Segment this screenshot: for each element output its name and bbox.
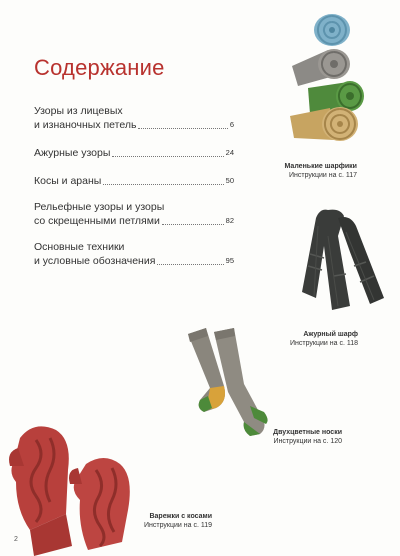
toc-entry[interactable] (34, 240, 234, 268)
caption-instructions: Инструкции на с. 120 (273, 438, 342, 445)
toc-entry[interactable] (34, 174, 234, 188)
toc-entry-last-line (34, 146, 234, 160)
page-title: Содержание (34, 54, 165, 80)
toc-entry-line: и изнаночных петель (34, 119, 137, 131)
toc-entry-line: Рельефные узоры и узоры (34, 201, 165, 213)
cable-mittens-photo (6, 418, 146, 556)
toc-leader-dots (112, 156, 223, 157)
lace-scarf-photo (294, 206, 390, 318)
caption-title: Двухцветные носки (273, 429, 342, 436)
caption-title: Маленькие шарфики (284, 163, 357, 170)
toc-entry-last-line (34, 254, 234, 268)
toc-page-number: 6 (229, 120, 234, 129)
blue-scarf-roll (314, 14, 350, 46)
rolled-scarves-photo (288, 6, 368, 146)
caption-lace-scarf (290, 330, 358, 348)
toc-page-number: 50 (225, 176, 234, 185)
toc-entry-last-line (34, 118, 234, 132)
toc-entry-line: со скрещенными петлями (34, 215, 160, 227)
toc-entry-line: Косы и араны (34, 175, 102, 187)
grey-scarf-roll (292, 49, 350, 86)
toc-entry[interactable] (34, 104, 234, 132)
toc-page-number: 95 (225, 256, 234, 265)
toc-entry-last-line (34, 174, 234, 188)
right-mitten (69, 458, 130, 550)
two-color-socks-photo (184, 326, 284, 438)
toc-leader-dots (162, 224, 224, 225)
toc-entry-last-line (34, 214, 234, 228)
caption-title: Ажурный шарф (303, 331, 358, 338)
toc-leader-dots (138, 128, 227, 129)
caption-socks (273, 428, 342, 446)
caption-scarves (285, 162, 357, 180)
toc-entry[interactable] (34, 146, 234, 160)
caption-title: Варежки с косами (149, 513, 212, 520)
toc-entry-line: Ажурные узоры (34, 147, 111, 159)
toc-leader-dots (157, 264, 223, 265)
toc-page-number: 82 (225, 216, 234, 225)
toc-entry-line: и условные обозначения (34, 255, 156, 267)
left-mitten (9, 426, 72, 556)
toc-page-number: 24 (225, 148, 234, 157)
mustard-scarf-roll (290, 107, 358, 141)
toc-entry-line: Узоры из лицевых (34, 105, 123, 117)
toc-leader-dots (103, 184, 223, 185)
caption-mittens (144, 512, 212, 530)
caption-instructions: Инструкции на с. 119 (143, 522, 212, 529)
toc-entry-line: Основные техники (34, 241, 125, 253)
caption-instructions: Инструкции на с. 118 (289, 340, 358, 347)
caption-instructions: Инструкции на с. 117 (288, 172, 357, 179)
toc-entry[interactable] (34, 200, 234, 228)
page-number: 2 (14, 536, 18, 543)
